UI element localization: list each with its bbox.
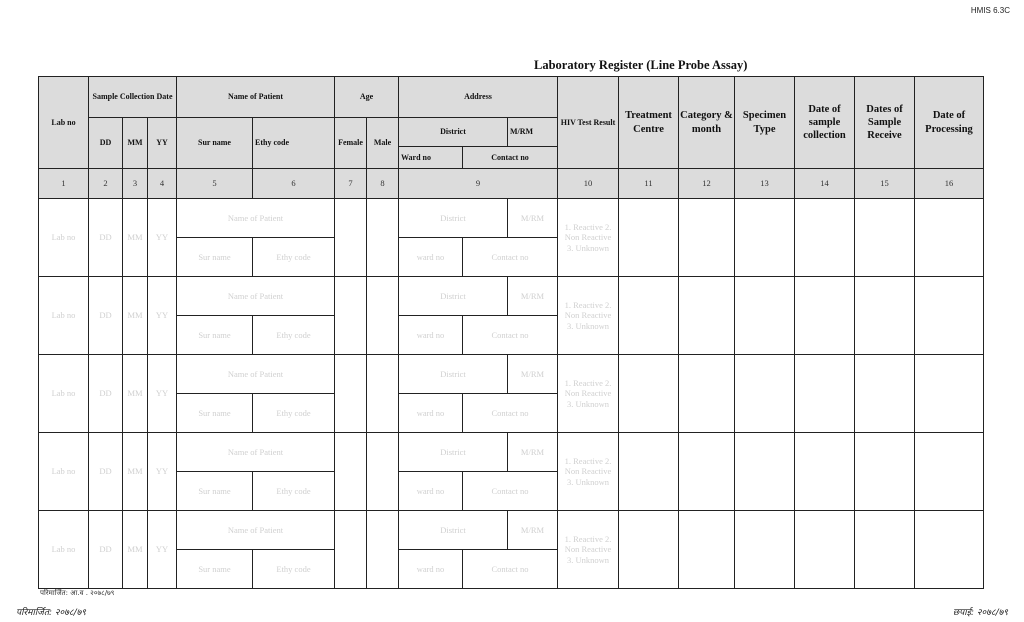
column-number: 13 [734,168,795,199]
lab-no-field[interactable]: Lab no [38,510,89,589]
column-number: 5 [176,168,253,199]
header-female: Female [334,117,367,169]
column-number: 9 [398,168,558,199]
ethy-code-field[interactable]: Ethy code [252,315,335,355]
mm-field[interactable]: MM [122,354,148,433]
treatment-centre-field[interactable] [618,276,679,355]
category-month-field[interactable] [678,354,735,433]
mrm-field[interactable]: M/RM [507,432,558,472]
dd-field[interactable]: DD [88,276,123,355]
sur-name-field[interactable]: Sur name [176,315,253,355]
date-processing-field[interactable] [914,276,984,355]
column-number: 8 [366,168,399,199]
female-field[interactable] [334,354,367,433]
footer-revised: परिमार्जित: २०७८/७९ [16,608,86,618]
header-sample-collection-date: Sample Collection Date [88,76,177,118]
hiv-test-result-field[interactable]: 1. Reactive 2. Non Reactive 3. Unknown [557,354,619,433]
category-month-field[interactable] [678,276,735,355]
dates-sample-receive-field[interactable] [854,276,915,355]
treatment-centre-field[interactable] [618,198,679,277]
contact-no-field[interactable]: Contact no [462,393,558,433]
header-mm: MM [122,117,148,169]
column-number: 3 [122,168,148,199]
female-field[interactable] [334,198,367,277]
ethy-code-field[interactable]: Ethy code [252,549,335,589]
male-field[interactable] [366,198,399,277]
category-month-field[interactable] [678,198,735,277]
name-of-patient-field[interactable]: Name of Patient [176,276,335,316]
sur-name-field[interactable]: Sur name [176,549,253,589]
column-number: 14 [794,168,855,199]
name-of-patient-field[interactable]: Name of Patient [176,354,335,394]
female-field[interactable] [334,510,367,589]
yy-field[interactable]: YY [147,510,177,589]
column-number: 4 [147,168,177,199]
header-dd: DD [88,117,123,169]
dates-sample-receive-field[interactable] [854,354,915,433]
lab-no-field[interactable]: Lab no [38,276,89,355]
district-field[interactable]: District [398,432,508,472]
dd-field[interactable]: DD [88,510,123,589]
column-number: 6 [252,168,335,199]
header-category-month: Category & month [678,76,735,169]
mm-field[interactable]: MM [122,198,148,277]
header-ward-no: Ward no [398,146,463,169]
page-title: Laboratory Register (Line Probe Assay) [534,58,748,72]
contact-no-field[interactable]: Contact no [462,549,558,589]
contact-no-field[interactable]: Contact no [462,237,558,277]
district-field[interactable]: District [398,354,508,394]
header-hiv-test-result: HIV Test Result [557,76,619,169]
column-number: 12 [678,168,735,199]
category-month-field[interactable] [678,510,735,589]
specimen-type-field[interactable] [734,510,795,589]
header-district: District [398,117,508,147]
header-sur-name: Sur name [176,117,253,169]
date-processing-field[interactable] [914,354,984,433]
sur-name-field[interactable]: Sur name [176,471,253,511]
specimen-type-field[interactable] [734,276,795,355]
header-age: Age [334,76,399,118]
yy-field[interactable]: YY [147,198,177,277]
ward-no-field[interactable]: ward no [398,471,463,511]
footer-printed: छपाई: २०७८/७९ [952,608,1008,618]
ethy-code-field[interactable]: Ethy code [252,393,335,433]
form-code: HMIS 6.3C [970,6,1010,15]
mm-field[interactable]: MM [122,276,148,355]
dd-field[interactable]: DD [88,354,123,433]
male-field[interactable] [366,510,399,589]
date-sample-collection-field[interactable] [794,198,855,277]
sur-name-field[interactable]: Sur name [176,237,253,277]
header-date-processing: Date of Processing [914,76,984,169]
lab-no-field[interactable]: Lab no [38,432,89,511]
female-field[interactable] [334,276,367,355]
dates-sample-receive-field[interactable] [854,198,915,277]
male-field[interactable] [366,276,399,355]
header-date-sample-collection: Date of sample collection [794,76,855,169]
date-sample-collection-field[interactable] [794,354,855,433]
name-of-patient-field[interactable]: Name of Patient [176,432,335,472]
yy-field[interactable]: YY [147,354,177,433]
specimen-type-field[interactable] [734,432,795,511]
column-number: 1 [38,168,89,199]
mrm-field[interactable]: M/RM [507,276,558,316]
yy-field[interactable]: YY [147,276,177,355]
dates-sample-receive-field[interactable] [854,510,915,589]
column-number: 7 [334,168,367,199]
header-dates-sample-receive: Dates of Sample Receive [854,76,915,169]
header-yy: YY [147,117,177,169]
ward-no-field[interactable]: ward no [398,315,463,355]
column-number: 16 [914,168,984,199]
contact-no-field[interactable]: Contact no [462,471,558,511]
district-field[interactable]: District [398,198,508,238]
header-lab-no: Lab no [38,76,89,169]
lab-no-field[interactable]: Lab no [38,198,89,277]
mrm-field[interactable]: M/RM [507,354,558,394]
header-contact-no: Contact no [462,146,558,169]
hiv-test-result-field[interactable]: 1. Reactive 2. Non Reactive 3. Unknown [557,276,619,355]
treatment-centre-field[interactable] [618,354,679,433]
date-processing-field[interactable] [914,432,984,511]
hiv-test-result-field[interactable]: 1. Reactive 2. Non Reactive 3. Unknown [557,510,619,589]
date-sample-collection-field[interactable] [794,276,855,355]
mm-field[interactable]: MM [122,432,148,511]
date-processing-field[interactable] [914,198,984,277]
specimen-type-field[interactable] [734,354,795,433]
ward-no-field[interactable]: ward no [398,549,463,589]
date-sample-collection-field[interactable] [794,432,855,511]
district-field[interactable]: District [398,510,508,550]
header-name-of-patient: Name of Patient [176,76,335,118]
treatment-centre-field[interactable] [618,510,679,589]
hiv-test-result-field[interactable]: 1. Reactive 2. Non Reactive 3. Unknown [557,432,619,511]
male-field[interactable] [366,432,399,511]
sur-name-field[interactable]: Sur name [176,393,253,433]
dates-sample-receive-field[interactable] [854,432,915,511]
category-month-field[interactable] [678,432,735,511]
dd-field[interactable]: DD [88,198,123,277]
ethy-code-field[interactable]: Ethy code [252,237,335,277]
district-field[interactable]: District [398,276,508,316]
header-specimen-type: Specimen Type [734,76,795,169]
date-processing-field[interactable] [914,510,984,589]
header-address: Address [398,76,558,118]
ethy-code-field[interactable]: Ethy code [252,471,335,511]
ward-no-field[interactable]: ward no [398,393,463,433]
ward-no-field[interactable]: ward no [398,237,463,277]
yy-field[interactable]: YY [147,432,177,511]
column-number: 11 [618,168,679,199]
header-treatment-centre: Treatment Centre [618,76,679,169]
female-field[interactable] [334,432,367,511]
mrm-field[interactable]: M/RM [507,198,558,238]
mrm-field[interactable]: M/RM [507,510,558,550]
mm-field[interactable]: MM [122,510,148,589]
column-number: 2 [88,168,123,199]
name-of-patient-field[interactable]: Name of Patient [176,198,335,238]
treatment-centre-field[interactable] [618,432,679,511]
column-number: 10 [557,168,619,199]
male-field[interactable] [366,354,399,433]
lab-no-field[interactable]: Lab no [38,354,89,433]
header-mrm: M/RM [507,117,558,147]
footer-revised-small: परिमार्जित: आ.व . २०७८/७९ [40,589,115,597]
header-ethy-code: Ethy code [252,117,335,169]
column-number: 15 [854,168,915,199]
dd-field[interactable]: DD [88,432,123,511]
header-male: Male [366,117,399,169]
specimen-type-field[interactable] [734,198,795,277]
name-of-patient-field[interactable]: Name of Patient [176,510,335,550]
contact-no-field[interactable]: Contact no [462,315,558,355]
hiv-test-result-field[interactable]: 1. Reactive 2. Non Reactive 3. Unknown [557,198,619,277]
date-sample-collection-field[interactable] [794,510,855,589]
